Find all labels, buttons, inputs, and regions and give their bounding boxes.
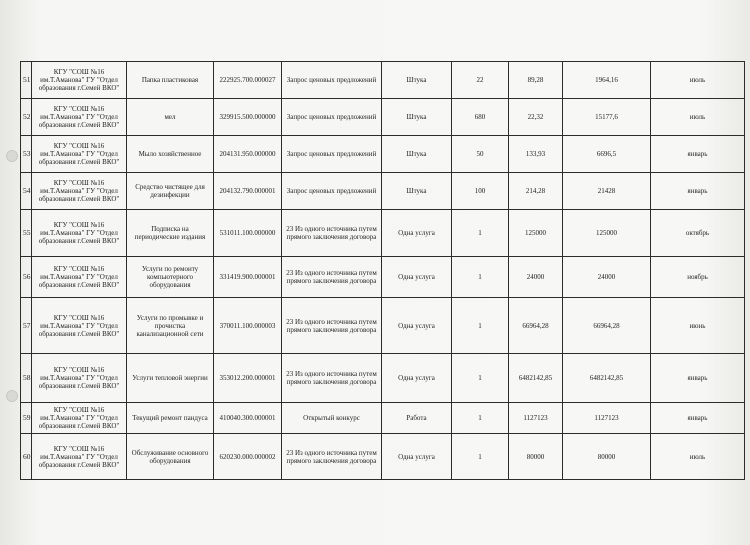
procurement-method-cell: 23 Из одного источника путем прямого заключения договора — [282, 298, 382, 354]
quantity-cell: 680 — [452, 99, 509, 136]
quantity-cell: 1 — [452, 434, 509, 480]
row-number-cell: 59 — [21, 403, 32, 434]
organization-name-cell: КГУ "СОШ №16 им.Т.Аманова" ГУ "Отдел образования г.Семей ВКО" — [32, 136, 127, 173]
unit-of-measure-cell: Одна услуга — [382, 434, 452, 480]
procurement-plan-table — [20, 61, 745, 480]
item-name-cell: Обслуживание основного оборудования — [127, 434, 214, 480]
table-row — [21, 99, 745, 136]
item-name-cell: Услуги тепловой энергии — [127, 354, 214, 403]
quantity-cell: 1 — [452, 354, 509, 403]
table-row — [21, 298, 745, 354]
item-code-cell: 329915.500.000000 — [214, 99, 282, 136]
table-row — [21, 257, 745, 298]
item-name-cell: Мыло хозяйственное — [127, 136, 214, 173]
item-name-cell: Средство чистящее для дезинфекции — [127, 173, 214, 210]
unit-price-cell: 133,93 — [509, 136, 563, 173]
item-name-cell: Папка пластиковая — [127, 62, 214, 99]
total-amount-cell: 24000 — [563, 257, 651, 298]
unit-of-measure-cell: Штука — [382, 136, 452, 173]
item-code-cell: 353012.200.000001 — [214, 354, 282, 403]
unit-of-measure-cell: Штука — [382, 99, 452, 136]
unit-of-measure-cell: Одна услуга — [382, 298, 452, 354]
organization-name-cell: КГУ "СОШ №16 им.Т.Аманова" ГУ "Отдел образования г.Семей ВКО" — [32, 210, 127, 257]
total-amount-cell: 15177,6 — [563, 99, 651, 136]
unit-price-cell: 1127123 — [509, 403, 563, 434]
procurement-month-cell: ноябрь — [651, 257, 745, 298]
procurement-method-cell: Запрос ценовых предложений — [282, 99, 382, 136]
table-row — [21, 173, 745, 210]
total-amount-cell: 125000 — [563, 210, 651, 257]
row-number-cell: 55 — [21, 210, 32, 257]
procurement-method-cell: Запрос ценовых предложений — [282, 136, 382, 173]
procurement-month-cell: январь — [651, 136, 745, 173]
organization-name-cell: КГУ "СОШ №16 им.Т.Аманова" ГУ "Отдел образования г.Семей ВКО" — [32, 403, 127, 434]
procurement-month-cell: январь — [651, 403, 745, 434]
table-row — [21, 403, 745, 434]
procurement-method-cell: 23 Из одного источника путем прямого заключения договора — [282, 354, 382, 403]
row-number-cell: 57 — [21, 298, 32, 354]
total-amount-cell: 6482142,85 — [563, 354, 651, 403]
table-row — [21, 136, 745, 173]
quantity-cell: 1 — [452, 403, 509, 434]
procurement-method-cell: 23 Из одного источника путем прямого заключения договора — [282, 434, 382, 480]
item-name-cell: Подписка на периодические издания — [127, 210, 214, 257]
table-row — [21, 210, 745, 257]
procurement-month-cell: июнь — [651, 298, 745, 354]
procurement-method-cell: 23 Из одного источника путем прямого заключения договора — [282, 257, 382, 298]
organization-name-cell: КГУ "СОШ №16 им.Т.Аманова" ГУ "Отдел образования г.Семей ВКО" — [32, 354, 127, 403]
quantity-cell: 22 — [452, 62, 509, 99]
unit-price-cell: 24000 — [509, 257, 563, 298]
organization-name-cell: КГУ "СОШ №16 им.Т.Аманова" ГУ "Отдел образования г.Семей ВКО" — [32, 434, 127, 480]
procurement-month-cell: июль — [651, 434, 745, 480]
unit-of-measure-cell: Одна услуга — [382, 354, 452, 403]
unit-price-cell: 89,28 — [509, 62, 563, 99]
table-body — [21, 62, 745, 480]
unit-of-measure-cell: Одна услуга — [382, 257, 452, 298]
item-code-cell: 204132.790.000001 — [214, 173, 282, 210]
quantity-cell: 1 — [452, 210, 509, 257]
total-amount-cell: 66964,28 — [563, 298, 651, 354]
table-row — [21, 354, 745, 403]
row-number-cell: 58 — [21, 354, 32, 403]
table-row — [21, 434, 745, 480]
procurement-method-cell: 23 Из одного источника путем прямого заключения договора — [282, 210, 382, 257]
procurement-method-cell: Открытый конкурс — [282, 403, 382, 434]
item-name-cell: Услуги по ремонту компьютерного оборудования — [127, 257, 214, 298]
row-number-cell: 51 — [21, 62, 32, 99]
unit-price-cell: 6482142,85 — [509, 354, 563, 403]
procurement-method-cell: Запрос ценовых предложений — [282, 62, 382, 99]
quantity-cell: 1 — [452, 298, 509, 354]
procurement-month-cell: октябрь — [651, 210, 745, 257]
organization-name-cell: КГУ "СОШ №16 им.Т.Аманова" ГУ "Отдел образования г.Семей ВКО" — [32, 173, 127, 210]
item-name-cell: Текущий ремонт пандуса — [127, 403, 214, 434]
procurement-method-cell: Запрос ценовых предложений — [282, 173, 382, 210]
organization-name-cell: КГУ "СОШ №16 им.Т.Аманова" ГУ "Отдел образования г.Семей ВКО" — [32, 298, 127, 354]
total-amount-cell: 21428 — [563, 173, 651, 210]
organization-name-cell: КГУ "СОШ №16 им.Т.Аманова" ГУ "Отдел образования г.Семей ВКО" — [32, 257, 127, 298]
quantity-cell: 100 — [452, 173, 509, 210]
unit-price-cell: 22,32 — [509, 99, 563, 136]
procurement-month-cell: июль — [651, 62, 745, 99]
item-name-cell: мел — [127, 99, 214, 136]
organization-name-cell: КГУ "СОШ №16 им.Т.Аманова" ГУ "Отдел образования г.Семей ВКО" — [32, 62, 127, 99]
punch-hole-mark — [6, 150, 18, 162]
unit-price-cell: 125000 — [509, 210, 563, 257]
item-code-cell: 331419.900.000001 — [214, 257, 282, 298]
unit-of-measure-cell: Штука — [382, 62, 452, 99]
item-name-cell: Услуги по промывке и прочистка канализационной сети — [127, 298, 214, 354]
row-number-cell: 54 — [21, 173, 32, 210]
quantity-cell: 50 — [452, 136, 509, 173]
total-amount-cell: 1127123 — [563, 403, 651, 434]
procurement-month-cell: июль — [651, 99, 745, 136]
item-code-cell: 531011.100.000000 — [214, 210, 282, 257]
unit-of-measure-cell: Штука — [382, 173, 452, 210]
procurement-month-cell: январь — [651, 354, 745, 403]
row-number-cell: 52 — [21, 99, 32, 136]
item-code-cell: 222925.700.000027 — [214, 62, 282, 99]
item-code-cell: 370011.100.000003 — [214, 298, 282, 354]
punch-hole-mark — [6, 390, 18, 402]
unit-price-cell: 66964,28 — [509, 298, 563, 354]
unit-of-measure-cell: Одна услуга — [382, 210, 452, 257]
row-number-cell: 53 — [21, 136, 32, 173]
unit-price-cell: 214,28 — [509, 173, 563, 210]
row-number-cell: 56 — [21, 257, 32, 298]
total-amount-cell: 1964,16 — [563, 62, 651, 99]
item-code-cell: 620230.000.000002 — [214, 434, 282, 480]
item-code-cell: 204131.950.000000 — [214, 136, 282, 173]
procurement-month-cell: январь — [651, 173, 745, 210]
total-amount-cell: 80000 — [563, 434, 651, 480]
item-code-cell: 410040.300.000001 — [214, 403, 282, 434]
row-number-cell: 60 — [21, 434, 32, 480]
unit-price-cell: 80000 — [509, 434, 563, 480]
unit-of-measure-cell: Работа — [382, 403, 452, 434]
organization-name-cell: КГУ "СОШ №16 им.Т.Аманова" ГУ "Отдел образования г.Семей ВКО" — [32, 99, 127, 136]
total-amount-cell: 6696,5 — [563, 136, 651, 173]
table-row — [21, 62, 745, 99]
quantity-cell: 1 — [452, 257, 509, 298]
